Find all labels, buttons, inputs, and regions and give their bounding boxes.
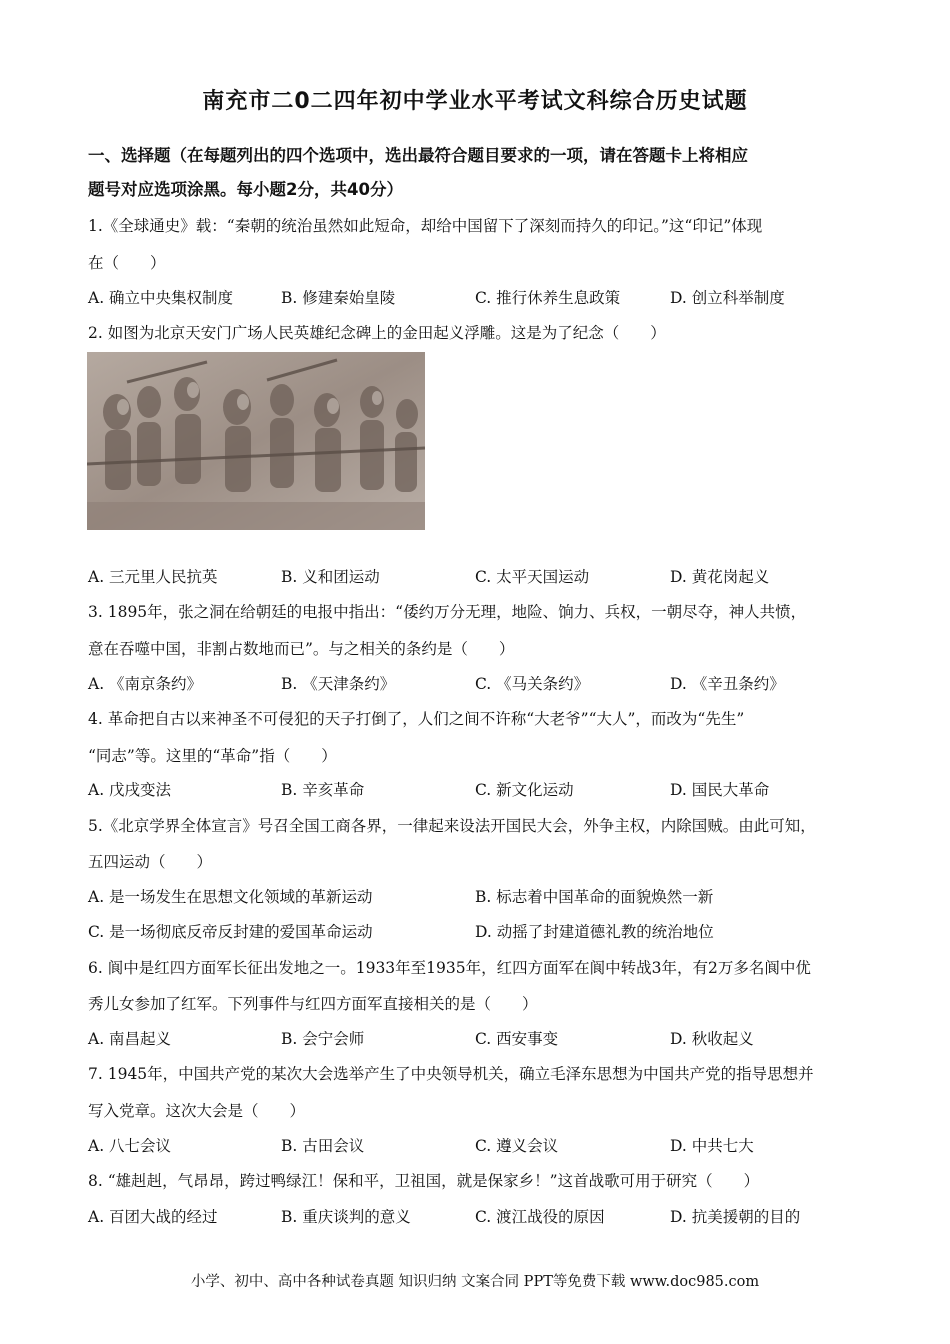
question-7-option-a: A. 八七会议 — [88, 1137, 172, 1155]
question-7-line-2: 写入党章。这次大会是（ ） — [88, 1102, 306, 1120]
question-6-line-1: 6. 阆中是红四方面军长征出发地之一。1933年至1935年，红四方面军在阆中转战3年，有2万多名阆中优 — [88, 959, 811, 977]
question-4-option-b: B. 辛亥革命 — [281, 781, 365, 799]
question-6-option-b: B. 会宁会师 — [281, 1030, 365, 1048]
question-8-option-d: D. 抗美援朝的目的 — [670, 1208, 801, 1226]
page-footer: 小学、初中、高中各种试卷真题 知识归纳 文案合同 PPT等免费下载 www.doc985.com — [190, 1274, 760, 1290]
question-3-option-d: D. 《辛丑条约》 — [670, 675, 785, 693]
question-5-option-b: B. 标志着中国革命的面貌焕然一新 — [475, 888, 714, 906]
question-7-option-c: C. 遵义会议 — [475, 1137, 559, 1155]
relief-sculpture-image — [87, 352, 425, 530]
question-4-line-2: “同志”等。这里的“革命”指（ ） — [88, 747, 337, 765]
question-2-option-b: B. 义和团运动 — [281, 568, 380, 586]
question-8-option-a: A. 百团大战的经过 — [88, 1208, 218, 1226]
question-7-option-b: B. 古田会议 — [281, 1137, 365, 1155]
page-title: 南充市二0二四年初中学业水平考试文科综合历史试题 — [202, 89, 748, 114]
question-4-option-d: D. 国民大革命 — [670, 781, 770, 799]
question-2-option-c: C. 太平天国运动 — [475, 568, 590, 586]
question-1-option-b: B. 修建秦始皇陵 — [281, 289, 396, 307]
question-6-line-2: 秀儿女参加了红军。下列事件与红四方面军直接相关的是（ ） — [88, 995, 538, 1013]
question-4-option-a: A. 戊戌变法 — [88, 781, 172, 799]
question-4-option-c: C. 新文化运动 — [475, 781, 574, 799]
question-5-option-a: A. 是一场发生在思想文化领域的革新运动 — [88, 888, 373, 906]
question-5-option-d: D. 动摇了封建道德礼教的统治地位 — [475, 923, 714, 941]
question-8-option-c: C. 渡江战役的原因 — [475, 1208, 605, 1226]
question-1-line-1: 1.《全球通史》载：“秦朝的统治虽然如此短命，却给中国留下了深刻而持久的印记。”这“印记”体现 — [88, 217, 763, 235]
section-heading-line-2: 题号对应选项涂黑。每小题2分，共40分） — [88, 180, 403, 199]
question-4-line-1: 4. 革命把自古以来神圣不可侵犯的天子打倒了，人们之间不许称“大老爷”“大人”，而改为“先生” — [88, 710, 745, 728]
question-1-option-d: D. 创立科举制度 — [670, 289, 785, 307]
question-6-option-d: D. 秋收起义 — [670, 1030, 754, 1048]
question-2-line-1: 2. 如图为北京天安门广场人民英雄纪念碑上的金田起义浮雕。这是为了纪念（ ） — [88, 324, 666, 342]
question-3-option-c: C. 《马关条约》 — [475, 675, 590, 693]
question-5-option-c: C. 是一场彻底反帝反封建的爱国革命运动 — [88, 923, 373, 941]
question-7-line-1: 7. 1945年，中国共产党的某次大会选举产生了中央领导机关，确立毛泽东思想为中国共产党的指导思想并 — [88, 1065, 814, 1083]
question-3-option-b: B. 《天津条约》 — [281, 675, 396, 693]
question-5-line-1: 5.《北京学界全体宣言》号召全国工商各界，一律起来设法开国民大会，外争主权，内除国贼。由此可知， — [88, 817, 816, 835]
question-3-line-1: 3. 1895年，张之洞在给朝廷的电报中指出：“倭约万分无理，地险、饷力、兵权，一朝尽夺，神人共愤， — [88, 603, 807, 621]
question-1-line-2: 在（ ） — [88, 254, 166, 272]
question-3-option-a: A. 《南京条约》 — [88, 675, 203, 693]
question-1-option-c: C. 推行休养生息政策 — [475, 289, 621, 307]
question-6-option-c: C. 西安事变 — [475, 1030, 559, 1048]
question-8-option-b: B. 重庆谈判的意义 — [281, 1208, 411, 1226]
question-7-option-d: D. 中共七大 — [670, 1137, 754, 1155]
question-8-line-1: 8. “雄赳赳，气昂昂，跨过鸭绿江！保和平，卫祖国，就是保家乡！”这首战歌可用于研究（ ） — [88, 1172, 760, 1190]
question-6-option-a: A. 南昌起义 — [88, 1030, 172, 1048]
question-5-line-2: 五四运动（ ） — [88, 853, 213, 871]
question-3-line-2: 意在吞噬中国，非割占数地而已”。与之相关的条约是（ ） — [88, 640, 515, 658]
section-heading-line-1: 一、选择题（在每题列出的四个选项中，选出最符合题目要求的一项，请在答题卡上将相应 — [88, 146, 748, 165]
question-2-option-d: D. 黄花岗起义 — [670, 568, 770, 586]
question-2-option-a: A. 三元里人民抗英 — [88, 568, 218, 586]
question-1-option-a: A. 确立中央集权制度 — [88, 289, 234, 307]
